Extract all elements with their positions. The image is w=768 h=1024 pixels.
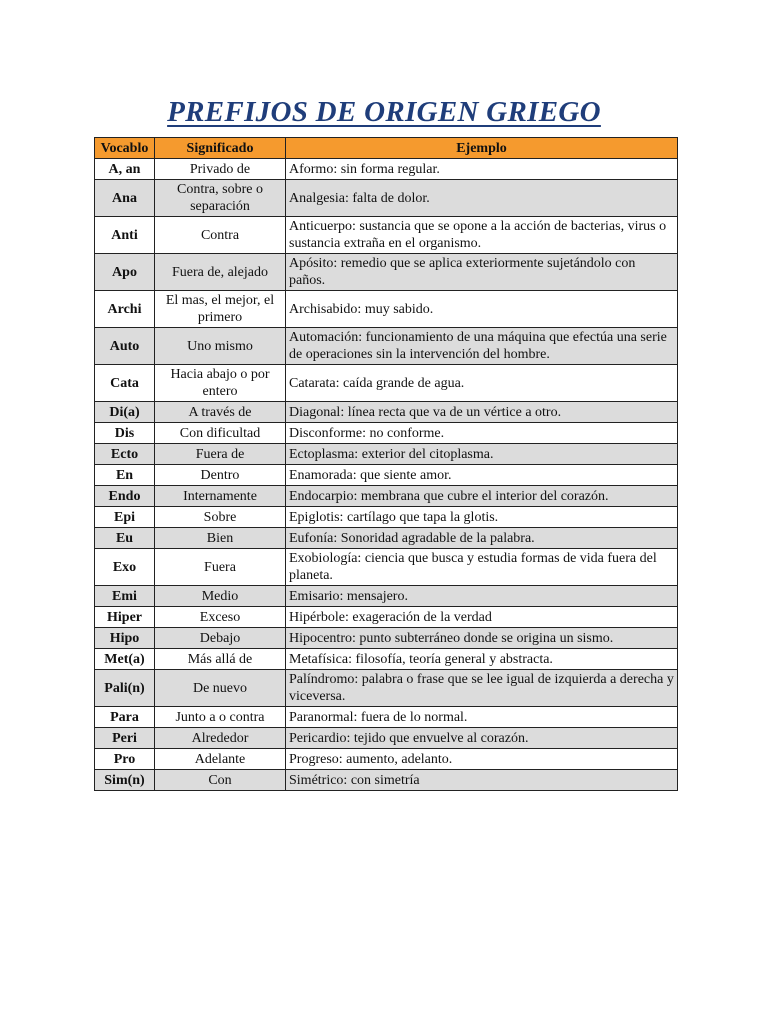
table-row [95,291,678,328]
ejemplo-cell: Disconforme: no conforme. [286,423,678,444]
ejemplo-cell: Paranormal: fuera de lo normal. [286,707,678,728]
vocablo-cell: Ana [95,180,155,217]
table-row [95,365,678,402]
page-title: PREFIJOS DE ORIGEN GRIEGO [167,96,601,128]
ejemplo-cell: Enamorada: que siente amor. [286,465,678,486]
vocablo-cell: Para [95,707,155,728]
significado-cell: Fuera [155,549,286,586]
vocablo-cell: Archi [95,291,155,328]
table-row [95,444,678,465]
significado-cell: Con [155,770,286,791]
significado-cell: Hacia abajo o por entero [155,365,286,402]
header-vocablo: Vocablo [95,138,155,159]
significado-cell: Fuera de, alejado [155,254,286,291]
table-header [95,138,678,159]
ejemplo-cell: Ectoplasma: exterior del citoplasma. [286,444,678,465]
table-row [95,254,678,291]
table-row [95,707,678,728]
significado-cell: El mas, el mejor, el primero [155,291,286,328]
ejemplo-cell: Emisario: mensajero. [286,586,678,607]
ejemplo-cell: Eufonía: Sonoridad agradable de la palabra. [286,528,678,549]
ejemplo-cell: Catarata: caída grande de agua. [286,365,678,402]
vocablo-cell: Exo [95,549,155,586]
significado-cell: Alrededor [155,728,286,749]
vocablo-cell: Emi [95,586,155,607]
table-row [95,670,678,707]
ejemplo-cell: Progreso: aumento, adelanto. [286,749,678,770]
ejemplo-cell: Analgesia: falta de dolor. [286,180,678,217]
ejemplo-cell: Endocarpio: membrana que cubre el interior del corazón. [286,486,678,507]
ejemplo-cell: Pericardio: tejido que envuelve al corazón. [286,728,678,749]
significado-cell: De nuevo [155,670,286,707]
vocablo-cell: Epi [95,507,155,528]
significado-cell: Debajo [155,628,286,649]
vocablo-cell: Hipo [95,628,155,649]
ejemplo-cell: Palíndromo: palabra o frase que se lee igual de izquierda a derecha y viceversa. [286,670,678,707]
ejemplo-cell: Simétrico: con simetría [286,770,678,791]
table-row [95,465,678,486]
significado-cell: Adelante [155,749,286,770]
significado-cell: Sobre [155,507,286,528]
table-row [95,507,678,528]
vocablo-cell: Pro [95,749,155,770]
significado-cell: Bien [155,528,286,549]
ejemplo-cell: Hipérbole: exageración de la verdad [286,607,678,628]
ejemplo-cell: Anticuerpo: sustancia que se opone a la acción de bacterias, virus o sustancia extraña en el organismo. [286,217,678,254]
ejemplo-cell: Epiglotis: cartílago que tapa la glotis. [286,507,678,528]
vocablo-cell: A, an [95,159,155,180]
table-row [95,749,678,770]
significado-cell: A través de [155,402,286,423]
significado-cell: Con dificultad [155,423,286,444]
vocablo-cell: Sim(n) [95,770,155,791]
prefixes-table [94,137,678,791]
ejemplo-cell: Automación: funcionamiento de una máquina que efectúa una serie de operaciones sin la intervención del hombre. [286,328,678,365]
significado-cell: Privado de [155,159,286,180]
vocablo-cell: En [95,465,155,486]
vocablo-cell: Dis [95,423,155,444]
ejemplo-cell: Diagonal: línea recta que va de un vértice a otro. [286,402,678,423]
table-row [95,628,678,649]
significado-cell: Más allá de [155,649,286,670]
vocablo-cell: Anti [95,217,155,254]
vocablo-cell: Met(a) [95,649,155,670]
significado-cell: Medio [155,586,286,607]
table-row [95,607,678,628]
table-row [95,159,678,180]
vocablo-cell: Peri [95,728,155,749]
table-row [95,423,678,444]
significado-cell: Internamente [155,486,286,507]
ejemplo-cell: Exobiología: ciencia que busca y estudia formas de vida fuera del planeta. [286,549,678,586]
significado-cell: Exceso [155,607,286,628]
ejemplo-cell: Metafísica: filosofía, teoría general y abstracta. [286,649,678,670]
table-row [95,549,678,586]
significado-cell: Uno mismo [155,328,286,365]
table-row [95,728,678,749]
ejemplo-cell: Hipocentro: punto subterráneo donde se origina un sismo. [286,628,678,649]
vocablo-cell: Di(a) [95,402,155,423]
ejemplo-cell: Aformo: sin forma regular. [286,159,678,180]
vocablo-cell: Cata [95,365,155,402]
header-ejemplo: Ejemplo [286,138,678,159]
vocablo-cell: Endo [95,486,155,507]
ejemplo-cell: Apósito: remedio que se aplica exteriormente sujetándolo con paños. [286,254,678,291]
table-row [95,649,678,670]
vocablo-cell: Hiper [95,607,155,628]
vocablo-cell: Auto [95,328,155,365]
table-row [95,217,678,254]
table-row [95,528,678,549]
table-row [95,180,678,217]
significado-cell: Junto a o contra [155,707,286,728]
ejemplo-cell: Archisabido: muy sabido. [286,291,678,328]
table-row [95,402,678,423]
significado-cell: Fuera de [155,444,286,465]
table-body [95,159,678,791]
significado-cell: Contra [155,217,286,254]
header-significado: Significado [155,138,286,159]
significado-cell: Dentro [155,465,286,486]
table-row [95,486,678,507]
table-row [95,770,678,791]
significado-cell: Contra, sobre o separación [155,180,286,217]
vocablo-cell: Pali(n) [95,670,155,707]
table-row [95,328,678,365]
vocablo-cell: Apo [95,254,155,291]
vocablo-cell: Ecto [95,444,155,465]
table-row [95,586,678,607]
vocablo-cell: Eu [95,528,155,549]
